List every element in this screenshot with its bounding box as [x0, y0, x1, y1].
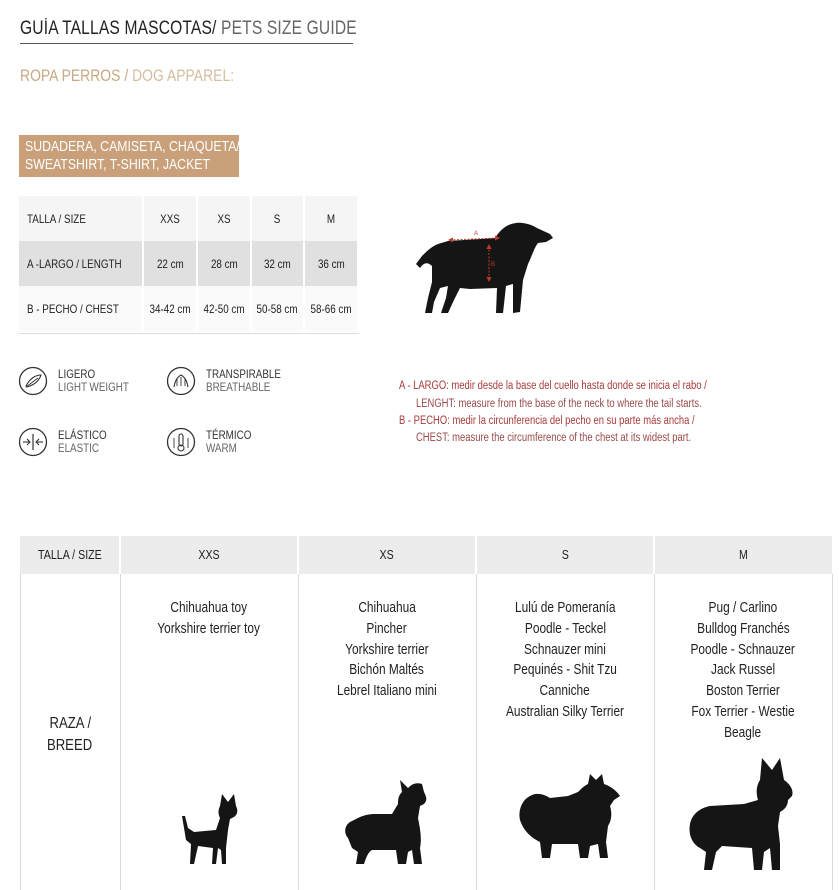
- breed-header-cell: S: [561, 547, 569, 562]
- length-label-a: A: [474, 231, 479, 237]
- breed-item: Bulldog Franchés: [696, 620, 790, 637]
- breed-list-xxs: [120, 598, 298, 640]
- size-table-cell: 42-50 cm: [197, 286, 251, 332]
- feature-label-es: TRANSPIRABLE: [206, 367, 281, 381]
- breed-item: Jack Russel: [710, 662, 776, 679]
- breed-item: Fox Terrier - Westie: [691, 703, 795, 720]
- breed-item: Poodle - Schnauzer: [690, 641, 796, 658]
- breed-item: Chihuahua toy: [170, 600, 248, 616]
- breed-item: Lulú de Pomeranía: [514, 600, 616, 616]
- breed-list-s: [476, 598, 654, 723]
- feature-label-en: LIGHT WEIGHT: [58, 380, 129, 394]
- size-table: [19, 196, 359, 332]
- product-badge-line1: SUDADERA, CAMISETA, CHAQUETA/: [25, 138, 240, 155]
- product-badge-line2: SWEATSHIRT, T-SHIRT, JACKET: [25, 156, 210, 173]
- breed-item: Bichón Maltés: [349, 662, 425, 679]
- breed-item: Schnauzer mini: [524, 641, 606, 658]
- french-bulldog-silhouette: [684, 756, 802, 874]
- feature-label-en: ELASTIC: [58, 441, 100, 455]
- chihuahua-silhouette: [176, 792, 248, 866]
- size-table-header-cell: S: [251, 196, 305, 241]
- size-table-header-cell: XXS: [143, 196, 197, 241]
- size-table-cell: A -LARGO / LENGTH: [19, 241, 143, 286]
- breed-header-cell: M: [738, 547, 748, 562]
- size-table-header-cell: M: [304, 196, 358, 241]
- feature-elastic: [18, 427, 158, 461]
- breed-item: Beagle: [724, 724, 762, 741]
- chest-label-b: B: [491, 262, 496, 268]
- measured-dog-silhouette: [416, 223, 553, 313]
- size-table-row-length: [19, 241, 358, 286]
- breed-item: Pug / Carlino: [708, 600, 778, 616]
- feature-label-en: WARM: [206, 441, 237, 455]
- title-underline: [20, 43, 353, 44]
- size-table-cell: 50-58 cm: [251, 286, 305, 332]
- feature-breathable: [166, 366, 306, 400]
- size-table-cell: 58-66 cm: [304, 286, 358, 332]
- breed-item: Pequinés - Shit Tzu: [513, 662, 617, 679]
- feature-label-es: TÉRMICO: [206, 428, 252, 442]
- breed-item: Lebrel Italiano mini: [337, 683, 437, 700]
- breed-header-cell: TALLA / SIZE: [38, 547, 102, 562]
- feature-warm: [166, 427, 306, 461]
- feather-icon: [18, 366, 48, 396]
- breed-item: Pincher: [366, 620, 408, 637]
- size-table-cell: 22 cm: [143, 241, 197, 286]
- page-subtitle: ROPA PERROS / DOG APPAREL:: [20, 66, 235, 85]
- note-chest-es: B - PECHO: medir la circunferencia del pecho en su parte más ancha /: [399, 415, 695, 427]
- breed-item: Australian Silky Terrier: [505, 703, 625, 720]
- breed-item: Poodle - Teckel: [524, 620, 606, 637]
- feature-label-es: LIGERO: [58, 367, 96, 381]
- page-title: GUÍA TALLAS MASCOTAS/ PETS SIZE GUIDE: [20, 18, 357, 39]
- breed-header-cell: XS: [379, 547, 395, 562]
- size-table-cell: 32 cm: [251, 241, 305, 286]
- size-table-header-cell: XS: [197, 196, 251, 241]
- product-badge: [19, 135, 239, 177]
- size-table-cell: B - PECHO / CHEST: [19, 286, 143, 332]
- breed-item: Yorkshire terrier: [345, 641, 429, 658]
- size-table-row-chest: [19, 286, 358, 332]
- breed-table-header: [20, 536, 832, 574]
- size-table-cell: 36 cm: [304, 241, 358, 286]
- breed-list-m: [654, 598, 832, 744]
- header-divider: [297, 536, 299, 574]
- breed-item: Chihuahua: [358, 600, 416, 616]
- breed-header-cell: XXS: [198, 547, 220, 562]
- header-divider: [119, 536, 121, 574]
- note-chest-en: CHEST: measure the circumference of the chest at its widest part.: [416, 432, 692, 444]
- breathable-icon: [166, 366, 196, 396]
- header-divider: [653, 536, 655, 574]
- breed-item: Yorkshire terrier toy: [157, 620, 261, 637]
- header-divider: [475, 536, 477, 574]
- size-table-cell: 34-42 cm: [143, 286, 197, 332]
- note-length-en: LENGHT: measure from the base of the neck to where the tail starts.: [416, 398, 702, 410]
- breed-list-xs: [298, 598, 476, 702]
- size-table-cell: 28 cm: [197, 241, 251, 286]
- thermometer-icon: [166, 427, 196, 457]
- size-table-header-row: [19, 196, 358, 241]
- breed-row-label: RAZA / BREED: [47, 715, 93, 754]
- feature-light-weight: [18, 366, 158, 400]
- breed-item: Boston Terrier: [706, 683, 780, 700]
- pincher-silhouette: [342, 778, 438, 866]
- table-border: [832, 574, 833, 890]
- breed-item: Canniche: [539, 683, 591, 700]
- size-table-header-cell: TALLA / SIZE: [19, 196, 143, 241]
- dog-measurement-diagram: [410, 216, 560, 321]
- table-divider: [19, 333, 359, 334]
- elastic-icon: [18, 427, 48, 457]
- feature-label-es: ELÁSTICO: [58, 428, 107, 442]
- feature-label-en: BREATHABLE: [206, 380, 271, 394]
- pomeranian-silhouette: [516, 772, 626, 862]
- note-length-es: A - LARGO: medir desde la base del cuello hasta donde se inicia el rabo /: [399, 380, 707, 392]
